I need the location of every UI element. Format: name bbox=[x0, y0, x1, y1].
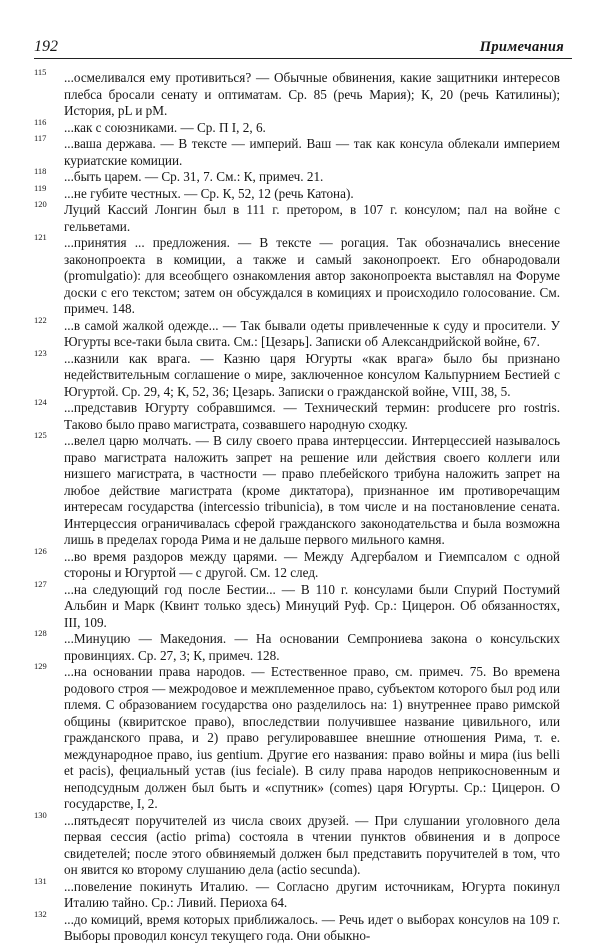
note bbox=[34, 875, 560, 912]
note-text: ...как с союзниками. — Ср. П I, 2, 6. bbox=[64, 119, 266, 135]
note-text: ...быть царем. — Ср. 31, 7. См.: К, примеч. 21. bbox=[64, 169, 324, 184]
note-text: ...Минуцию — Македония. — На основании Семпрониева закона о консульских провинциях. Ср. 27, 3; К, примеч. 128. bbox=[64, 631, 560, 663]
note-text: ...не губите честных. — Ср. К, 52, 12 (речь Катона). bbox=[64, 185, 354, 201]
note bbox=[34, 578, 560, 632]
note-number: 130 bbox=[34, 809, 47, 820]
note-number: 128 bbox=[34, 628, 47, 638]
note bbox=[34, 199, 560, 235]
note-number: 118 bbox=[34, 166, 47, 176]
note-number: 120 bbox=[34, 199, 47, 209]
note bbox=[34, 314, 560, 351]
note-text: ...до комиций, время которых приближалось. — Речь идет о выборах консулов на 109 г. Выборы проводил консул текущего года. Они обыкно- bbox=[64, 911, 560, 943]
note-text: ...ваша держава. — В тексте — империй. Ваш — так как консула облекали империем куриатские комиции. bbox=[64, 136, 560, 168]
note-number: 131 bbox=[34, 875, 47, 886]
note-text: ...на основании права народов. — Естественное право, см. примеч. 75. Во времена родового строя — межродовое и межплеменное право, субъектом которого был род или племя. С образованием государства оно разделилось на: 1) внутреннее право римской общины (квиритское право), впоследствии получившее название цивильного, или гражданского права, и 2) право регулировавшее внешние отношения Рима, т. е. международное право, ius gentium. Другие его названия: право войны и мира (ius belli et pacis), фециальный устав (ius feciale). В силу права народов неприкосновенным и неподсудным должен был быть и «спутник» (comes) царя Югурты. Ср.: Цицерон. О государстве, I, 2. bbox=[64, 664, 560, 811]
note-number: 129 bbox=[34, 661, 47, 671]
note-number: 122 bbox=[34, 314, 47, 325]
note bbox=[34, 133, 560, 169]
note-number: 132 bbox=[34, 908, 47, 919]
note bbox=[34, 545, 560, 582]
page-number: 192 bbox=[34, 38, 58, 55]
notes-list bbox=[34, 67, 560, 945]
note-number: 117 bbox=[34, 133, 47, 143]
note-number: 126 bbox=[34, 545, 47, 556]
note-text: ...пятьдесят поручителей из числа своих друзей. — При слушании уголовного дела первая сессия (actio prima) состояла в чтении пунктов обвинения и в допросе свидетелей; после этого обвиняемый должен был представить поручителей в том, что он явится ко второму слушанию дела (actio secunda). bbox=[64, 812, 560, 877]
note bbox=[34, 67, 560, 120]
note-text: ...на следующий год после Бестии... — В 110 г. консулами были Спурий Постумий Альбин и Марк (Квинт только здесь) Минуций Руф. Ср.: Цицерон. Об обязанностях, III, 109. bbox=[64, 581, 560, 630]
note-text: ...во время раздоров между царями. — Между Адгербалом и Гиемпсалом с одной стороны и Югуртой — с другой. См. 12 след. bbox=[64, 548, 560, 580]
note-text: ...повеление покинуть Италию. — Согласно другим источникам, Югурта покинул Италию тайно. Ср.: Ливий. Периоха 64. bbox=[64, 878, 560, 910]
running-title: Примечания bbox=[479, 39, 564, 55]
note bbox=[34, 809, 560, 879]
note-text: ...в самой жалкой одежде... — Так бывали одеты привлеченные к суду и просители. У Югурты все-таки была свита. См.: [Цезарь]. Записки об Александрийской войне, 67. bbox=[64, 317, 560, 349]
note bbox=[34, 661, 560, 813]
note bbox=[34, 232, 560, 318]
note bbox=[34, 347, 560, 401]
note-number: 127 bbox=[34, 578, 47, 589]
note-text: ...представив Югурту собравшимся. — Технический термин: producere pro rostris. Таково было право магистрата, созвавшего народную сходку. bbox=[64, 400, 560, 432]
note bbox=[34, 430, 560, 549]
note bbox=[34, 908, 560, 945]
note-text: ...казнили как врага. — Казню царя Югурты «как врага» было бы признано недействительным соглашение о мире, заключенное консулом Кальпурнием Бестией с Югуртой. Ср. 29, 4; К, 52, 36; Цезарь. Записки о гражданской войне, VIII, 38, 5. bbox=[64, 350, 560, 399]
note-number: 115 bbox=[34, 67, 47, 77]
note-text: ...принятия ... предложения. — В тексте — рогация. Так обозначались внесение законопроекта в комиции, а также и самый законопроект. Его обнародовали (promulgatio): для всеобщего ознакомления автор законопроекта выставлял на Форуме доски с его текстом; затем он обсуждался в комициях и происходило голосование. См. примеч. 148. bbox=[64, 235, 560, 316]
note bbox=[34, 628, 560, 664]
note-text: Луций Кассий Лонгин был в 111 г. претором, в 107 г. консулом; пал на войне с гельветами. bbox=[64, 202, 560, 234]
note-number: 124 bbox=[34, 397, 47, 407]
note-number: 119 bbox=[34, 182, 47, 193]
note-text: ...осмеливался ему противиться? — Обычные обвинения, какие защитники интересов плебса бросали сенату и оптиматам. Ср. 85 (речь Мария); К, 20 (речь Катилины); История, pL и pM. bbox=[64, 70, 560, 118]
note-number: 116 bbox=[34, 116, 47, 127]
note bbox=[34, 166, 560, 186]
note bbox=[34, 116, 560, 137]
note bbox=[34, 182, 560, 203]
note-number: 125 bbox=[34, 430, 47, 440]
note-number: 121 bbox=[34, 232, 47, 242]
note-text: ...велел царю молчать. — В силу своего права интерцессии. Интерцессией называлось право магистрата наложить запрет на решение или действия своего коллеги или низшего магистрата, в частности — право плебейского трибуна наложить запрет на любое действие магистрата (кроме диктатора), признанное им противоречащим интересам государства (intercessio tribunicia), в том числе и на постановление сената. Интерцессия ограничивалась сферой гражданского законодательства и была возможна лишь в пределах города Рима и не дальше первого мильного камня. bbox=[64, 433, 560, 547]
note bbox=[34, 397, 560, 433]
note-number: 123 bbox=[34, 347, 47, 358]
page-header bbox=[34, 38, 572, 59]
